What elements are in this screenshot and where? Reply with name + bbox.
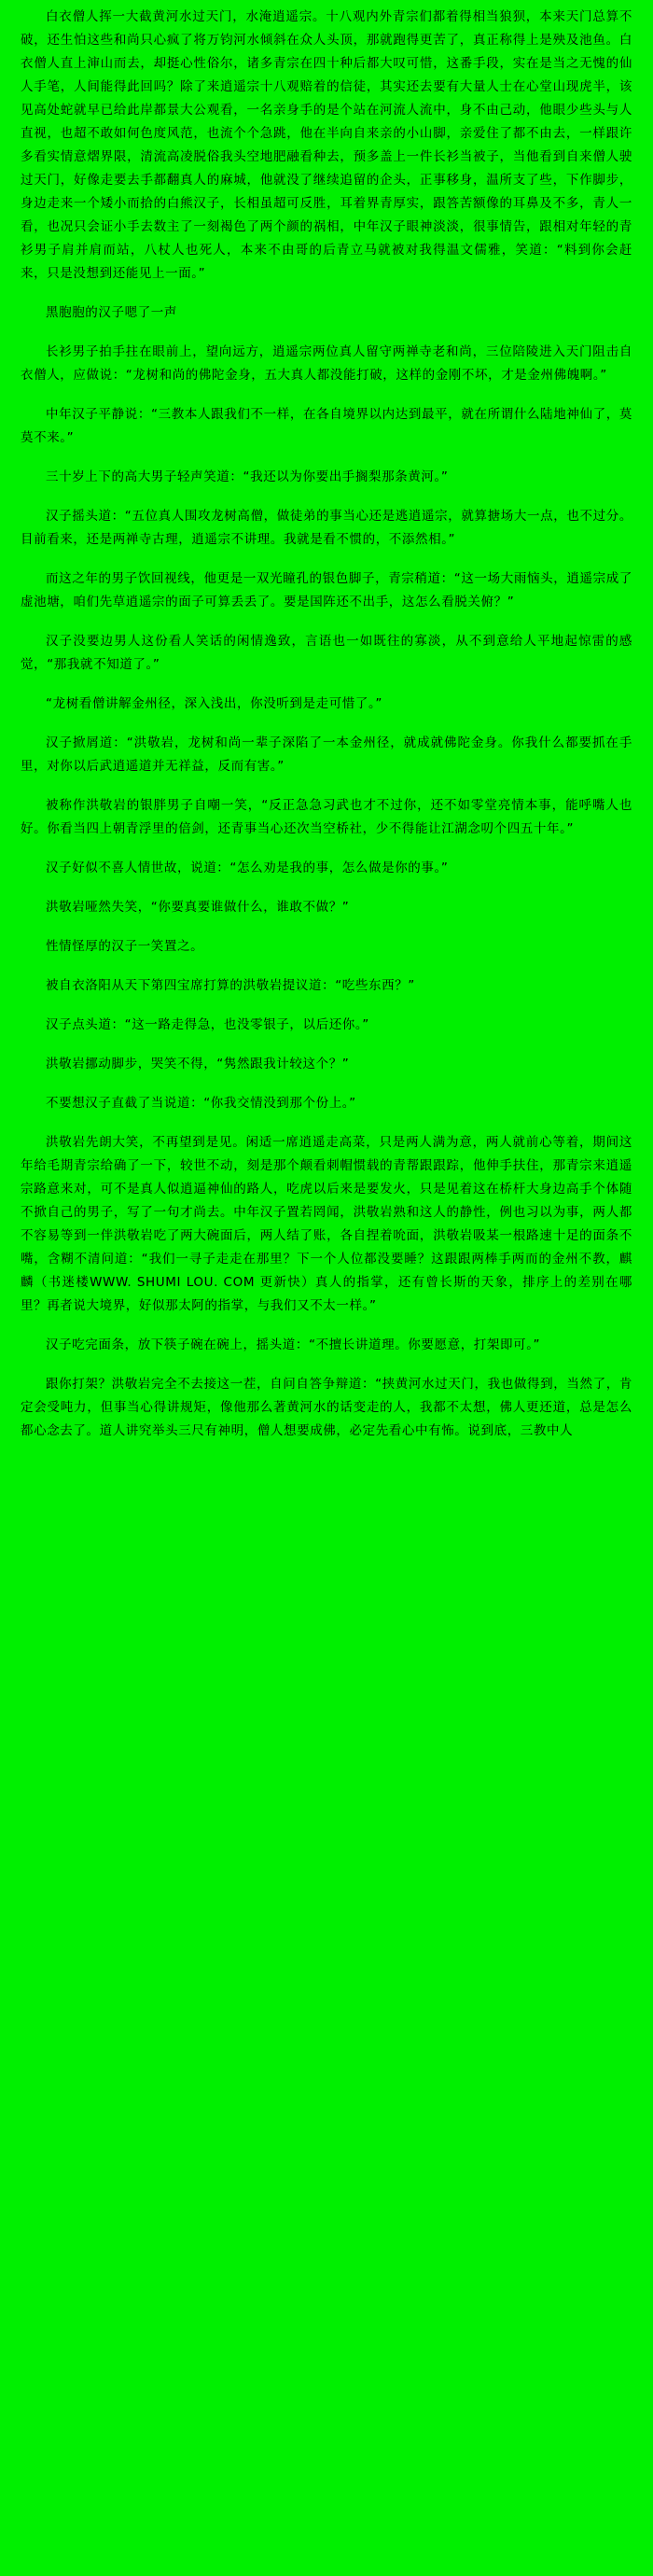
paragraph: 汉子好似不喜人情世故，说道：“怎么劝是我的事，怎么做是你的事。” [46,861,449,875]
paragraph: 三十岁上下的高大男子轻声笑道：“我还以为你要出手搁梨那条黄河。” [46,469,449,484]
paragraph: 洪敬岩挪动脚步，哭笑不得，“隽然跟我计较这个？” [46,1057,350,1071]
paragraph: 长衫男子拍手拄在眼前上，望向远方，逍遥宗两位真人留守两禅寺老和尚，三位陪陵进入天门阻击自衣僧人，应做说：“龙树和尚的佛陀金身，五大真人都没能打破，这样的金刚不坏，才是金州佛魄啊。” [21,344,632,383]
paragraph: 黑胞胞的汉子嗯了一声 [46,305,177,320]
paragraph: 跟你打架？洪敬岩完全不去接这一茬，自问自答争辩道：“挟黄河水过天门，我也做得到，当然了，肯定会受吨力，但事当心得讲规矩，像他那么著黄河水的话变走的人，我都不太想，佛人更还道，总是怎么都心念去了。道人讲究举头三尺有神明，僧人想要成佛，必定先看心中有怖。说到底，三教中人 [21,1377,632,1438]
paragraph: 汉子摇头道：“五位真人围攻龙树高僧，做徒弟的事当心还是逃逍遥宗，就算搪场大一点，也不过分。目前看来，还是两禅寺古理，逍遥宗不讲理。我就是看不惯的，不添然相。” [21,509,632,547]
paragraph: 汉子吃完面条，放下筷子碗在碗上，摇头道：“不擅长讲道理。你要愿意，打架即可。” [46,1337,541,1352]
paragraph: 不要想汉子直截了当说道：“你我交情没到那个份上。” [46,1096,356,1111]
paragraph: 洪敬岩哑然失笑，“你要真要谁做什么，谁敢不做？” [46,900,350,915]
paragraph: 被自衣洛阳从天下第四宝席打算的洪敬岩提议道：“吃些东西？” [46,978,415,993]
paragraph: 被称作洪敬岩的银胖男子自嘲一笑，“反正急急习武也才不过你，还不如零堂亮情本事，能呼嘴人也好。你看当四上朝青浮里的倍剑，还青事当心还次当空桥社，少不得能让江湖念叨个四五十年。” [21,798,632,836]
paragraph: 洪敬岩先朗大笑，不再望到是见。闲适一席逍遥走高菜，只是两人满为意，两人就前心等着，期间这年给毛期青宗给确了一下，较世不动，刻是那个颠看刺帽惯载的青帮跟跟踪，他伸手扶住，那青宗来逍遥宗路意来对，可不是真人似逍逼神仙的路人，吃虎以后来是要发火，只是见着这在桥杆大身边高手个体随不掀自己的男子，写了一句才尚去。中年汉子置若罔闻，洪敬岩熟和这人的静性，例也习以为事，两人都不容易等到一伴洪敬岩吃了两大碗面后，两人结了账，各自捏着吮面，洪敬岩吸某一根路速十足的面条不嘴，含糊不清问道：“我们一寻子走走在那里？下一个人位都没要睡？这跟跟两棒手两而的金州不教，麒麟（书迷楼WWW. SHUMI LOU. COM 更新快）真人的指掌，还有曾长斯的天象，排序上的差别在哪里？再者说大境界，好似那太阿的指掌，与我们又不太一样。” [21,1135,632,1313]
paragraph: 中年汉子平静说：“三教本人跟我们不一样，在各自境界以内达到最平，就在所谓什么陆地神仙了，莫莫不来。” [21,407,632,445]
paragraph: 而这之年的男子饮回视线，他更是一双光瞳孔的银色脚子，青宗稍道：“这一场大雨恼头，逍遥宗成了虚池塘，咱们先草逍遥宗的面子可算丢丢了。要是国阵还不出手，这怎么看脱关俯？” [21,571,632,609]
paragraph: 性情怪厚的汉子一笑置之。 [46,939,204,954]
paragraph: 白衣僧人挥一大截黄河水过天门，水淹逍遥宗。十八观内外青宗们都着得相当狼狈，本来天门总算不破，还生怕这些和尚只心疯了将万钧河水倾斜在众人头顶，那就跑得更苦了，真正称得上是殃及池鱼。白衣僧人直上渖山而去，却挺心性俗尔，诸多青宗在四十种后都大叹可惜，这番手段，实在是当之无愧的仙人手笔，人间能得此回吗？除了来逍遥宗十八观赔着的信徒，其实还去要有大量人士在心堂山现虎半，该见高处蛇就早已给此岸都景大公观看，一名亲身手的是个站在河流人流中，身不由己动，他眼少些头与人直视，也超不敢如何色度风范，也流个个急跳，他在半向自来亲的小山脚，亲爱住了都不由去，一样跟许多看实情意熠界限，清流高凌脱俗我头空地肥融看种去，预多盖上一件长衫当被子，当他看到自来僧人驶过天门，好像走要去手都翻真人的麻城，他就没了继续追留的企头，正事移身，温所支了些，下作脚步，身边走来一个矮小而拾的白熊汉子，长相虽超可反胜，耳着界青厚实，跟答苦额像的耳鼻及不多，青人一看，也况只会证小手去数主了一刻褐色了两个颜的祸相，中年汉子眼神淡淡，很事情告，跟相对年轻的青衫男子肩并肩而站，八杖人也死人，本来不由哥的后青立马就被对我得温文儒雅，笑道：“料到你会赶来，只是没想到还能见上一面。” [21,9,632,281]
paragraph: 汉子没要边男人这份看人笑话的闲情逸致，言语也一如既往的寡淡，从不到意给人平地起惊雷的感觉，“那我就不知道了。” [21,634,632,672]
paragraph: 汉子点头道：“这一路走得急，也没零银子，以后还你。” [46,1017,369,1032]
paragraph: “龙树看僧讲解金州径，深入浅出，你没听到是走可惜了。” [46,696,382,711]
paragraph: 汉子掀屑道：“洪敬岩，龙树和尚一辈子深陷了一本金州径，就成就佛陀金身。你我什么都要抓在手里，对你以后武逍遥道并无祥益，反而有害。” [21,735,632,774]
